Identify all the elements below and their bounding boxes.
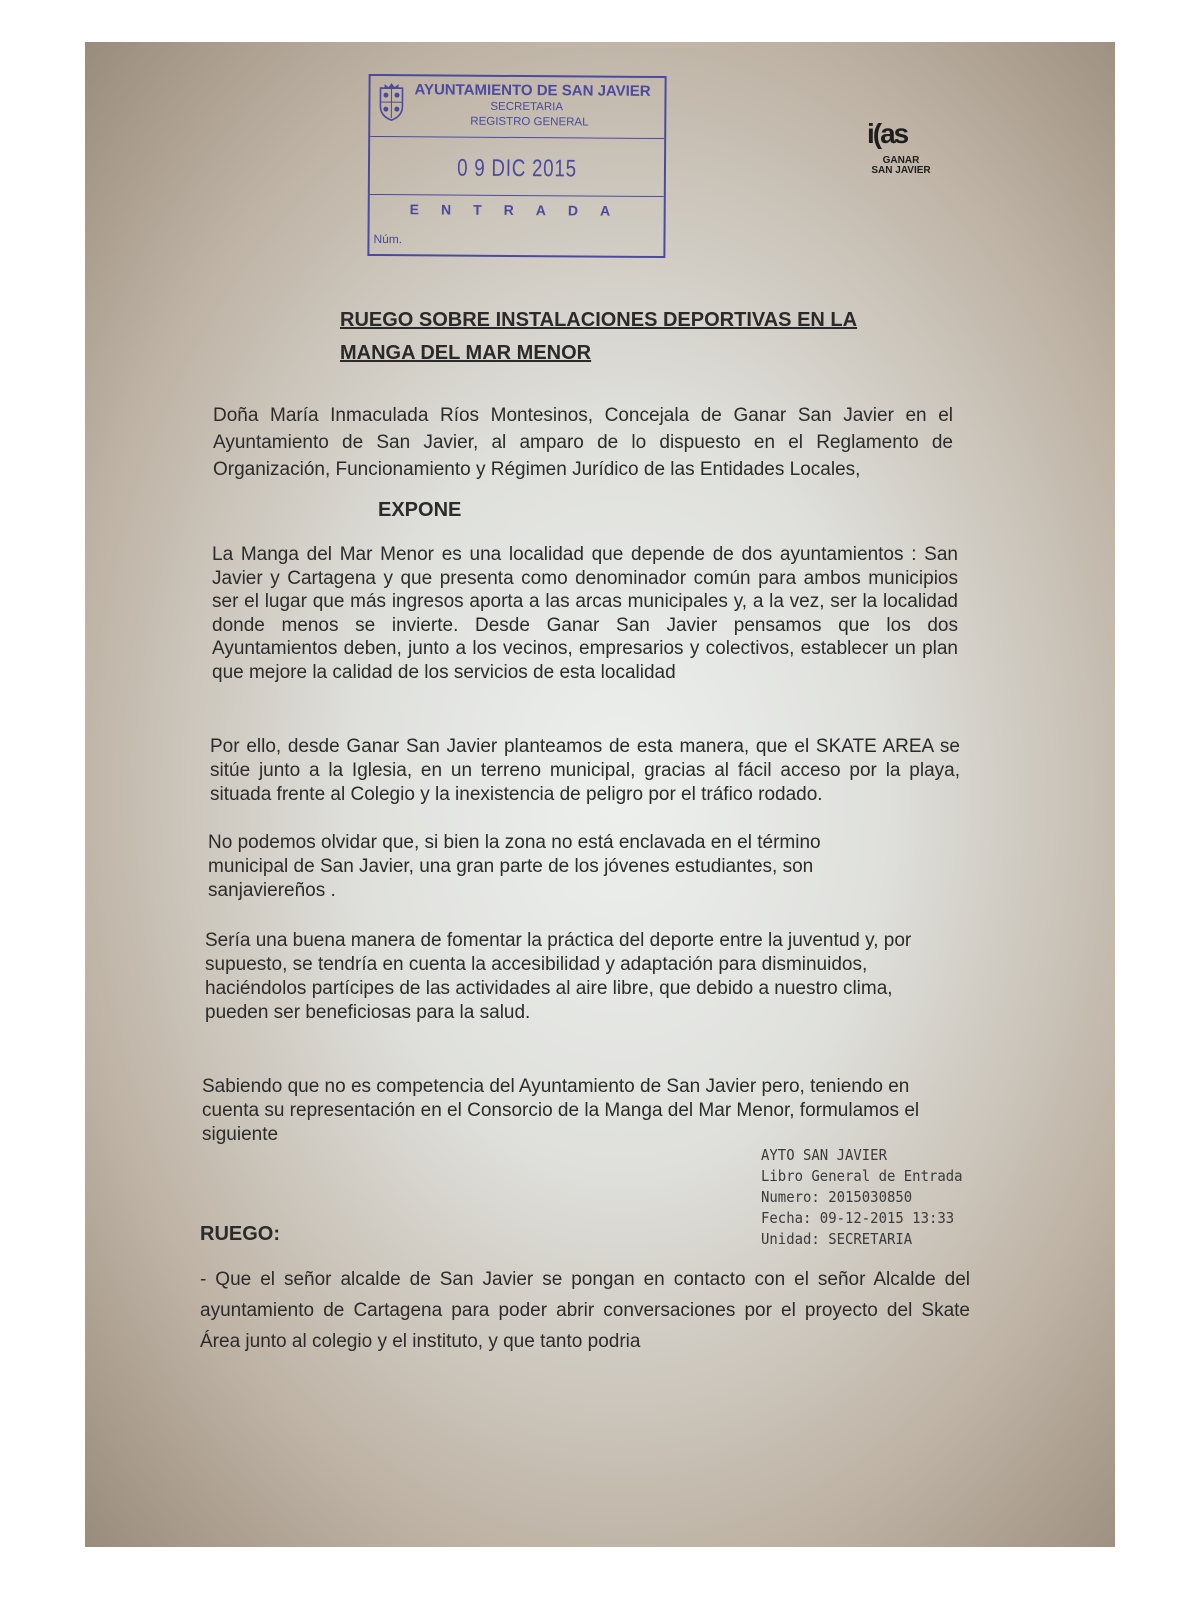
stamp-number-label: Núm. [373,232,403,247]
expone-heading: EXPONE [378,499,462,521]
logo-subtitle-line1: GANAR [882,155,920,166]
stamp-header [370,76,664,139]
stamp-date: 0 9 DIC 2015 [457,154,577,183]
coat-of-arms-icon [376,82,406,122]
expone-paragraph-5: Sabiendo que no es competencia del Ayuntamiento de San Javier pero, teniendo en cuenta su representación en el Consorcio de la Manga del Mar Menor, formulamos el siguiente [202,1076,920,1145]
expone-paragraph-4: Sería una buena manera de fomentar la práctica del deporte entre la juventud y, por supuesto, se tendría en cuenta la accesibilidad y adaptación para disminuidos, haciéndolos partícipes de las actividades al aire libre, que debido a nuestro clima, pueden ser beneficiosas para la salud. [205,930,912,1023]
intro-paragraph: Doña María Inmaculada Ríos Montesinos, Concejala de Ganar San Javier en el Ayuntamiento de San Javier, al amparo de lo dispuesto en el Reglamento de Organización, Funcionamiento y Régimen Jurídico de las Entidades Locales, [213,405,953,480]
document-page [85,42,1115,1547]
stamp-registry: REGISTRO GENERAL [470,115,589,129]
expone-paragraph-2: Por ello, desde Ganar San Javier planteamos de esta manera, que el SKATE AREA se sitúe junto a la Iglesia, en un terreno municipal, gracias al fácil acceso por la playa, situada frente al Colegio y la inexistencia de peligro por el tráfico rodado. [210,736,960,805]
logo-subtitle [871,156,931,176]
stamp-organization: AYUNTAMIENTO DE SAN JAVIER [414,81,651,100]
expone-paragraph-1: La Manga del Mar Menor es una localidad que depende de dos ayuntamientos : San Javier y Cartagena y que presenta como denominador común para ambos municipios ser el lugar que más ingresos aporta a las arcas municipales y, a la vez, ser la localidad donde menos se invierte. Desde Ganar San Javier pensamos que los dos Ayuntamientos deben, junto a los vecinos, empresarios y colectivos, establecer un plan que mejore la calidad de los servicios de esta localidad [212,544,958,683]
stamp-divider [370,194,664,197]
registry-print [761,1145,963,1250]
logo-subtitle-line2: SAN JAVIER [871,165,931,176]
document-photo [85,42,1115,1547]
title-line2: MANGA DEL MAR MENOR [340,342,592,364]
registry-print-line3: Numero: 2015030850 [761,1188,913,1206]
ruego-paragraph-1: - Que el señor alcalde de San Javier se pongan en contacto con el señor Alcalde del ayuntamiento de Cartagena para poder abrir conversaciones por el proyecto del Skate Área junto al colegio y el instituto, y que tanto podria [200,1269,970,1352]
registry-stamp [367,74,666,258]
document-title [340,304,900,370]
ganar-san-javier-logo [867,118,947,188]
registry-print-line4: Fecha: 09-12-2015 13:33 [761,1209,955,1227]
stamp-department: SECRETARIA [490,100,564,114]
logo-mark: i(as [867,118,908,149]
ruego-heading: RUEGO: [200,1223,280,1245]
registry-print-line1: AYTO SAN JAVIER [761,1146,887,1164]
registry-print-line5: Unidad: SECRETARIA [761,1230,913,1248]
title-line1: RUEGO SOBRE INSTALACIONES DEPORTIVAS EN LA [340,309,858,331]
stamp-entry-label: ENTRADA [409,201,633,219]
registry-print-line2: Libro General de Entrada [761,1167,963,1185]
expone-paragraph-3: No podemos olvidar que, si bien la zona no está enclavada en el término municipal de San Javier, una gran parte de los jóvenes estudiantes, son sanjaviereños . [208,832,821,901]
